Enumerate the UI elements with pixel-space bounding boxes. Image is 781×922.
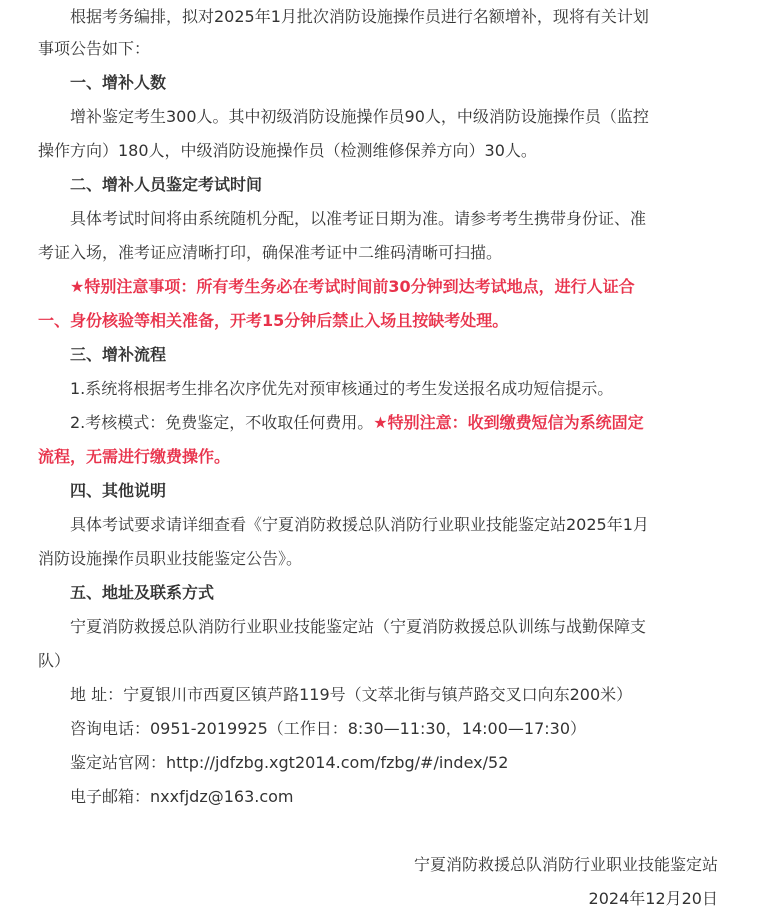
section-3-item-2-notice: ★特别注意：收到缴费短信为系统固定 — [373, 413, 644, 432]
section-3-item-1: 1.系统将根据考生排名次序优先对预审核通过的考生发送报名成功短信提示。 — [70, 379, 614, 398]
section-5-org-line-1: 宁夏消防救援总队消防行业职业技能鉴定站（宁夏消防救援总队训练与战勤保障支 — [70, 617, 647, 636]
section-2-notice-line-2: 一、身份核验等相关准备，开考15分钟后禁止入场且按缺考处理。 — [38, 311, 509, 330]
section-3-heading: 三、增补流程 — [70, 345, 167, 364]
section-4-heading: 四、其他说明 — [70, 481, 167, 500]
section-5-address: 地 址：宁夏银川市西夏区镇芦路119号（文萃北街与镇芦路交叉口向东200米） — [70, 685, 633, 704]
section-2-notice-line-1: ★特别注意事项：所有考生务必在考试时间前30分钟到达考试地点，进行人证合 — [70, 277, 635, 296]
section-1-heading: 一、增补人数 — [70, 73, 167, 92]
section-5-org-line-2: 队） — [38, 651, 71, 670]
section-1-paragraph-line-2: 操作方向）180人，中级消防设施操作员（检测维修保养方向）30人。 — [38, 141, 537, 160]
section-5-email[interactable]: 电子邮箱：nxxfjdz@163.com — [70, 787, 294, 806]
section-5-website[interactable]: 鉴定站官网：http://jdfzbg.xgt2014.com/fzbg/#/index/52 — [70, 753, 509, 772]
section-2-paragraph-line-2: 考证入场，准考证应清晰打印，确保准考证中二维码清晰可扫描。 — [38, 243, 503, 262]
signature-org: 宁夏消防救援总队消防行业职业技能鉴定站 — [413, 855, 718, 874]
section-4-paragraph-line-1: 具体考试要求请详细查看《宁夏消防救援总队消防行业职业技能鉴定站2025年1月 — [70, 515, 649, 534]
section-4-paragraph-line-2: 消防设施操作员职业技能鉴定公告》。 — [38, 549, 303, 568]
section-5-heading: 五、地址及联系方式 — [70, 583, 215, 602]
section-3-item-2-notice-line-2: 流程，无需进行缴费操作。 — [38, 447, 231, 466]
section-3-item-2 — [70, 406, 644, 440]
section-2-paragraph-line-1: 具体考试时间将由系统随机分配，以准考证日期为准。请参考考生携带身份证、准 — [70, 209, 647, 228]
section-1-paragraph-line-1: 增补鉴定考生300人。其中初级消防设施操作员90人，中级消防设施操作员（监控 — [70, 107, 649, 126]
section-5-phone: 咨询电话：0951-2019925（工作日：8:30—11:30，14:00—17:30） — [70, 719, 587, 738]
signature-date: 2024年12月20日 — [588, 889, 718, 908]
intro-line-1: 根据考务编排，拟对2025年1月批次消防设施操作员进行名额增补，现将有关计划 — [70, 7, 649, 26]
section-3-item-2-text: 2.考核模式：免费鉴定，不收取任何费用。 — [70, 413, 374, 432]
intro-line-2: 事项公告如下： — [38, 39, 151, 58]
section-2-heading: 二、增补人员鉴定考试时间 — [70, 175, 263, 194]
